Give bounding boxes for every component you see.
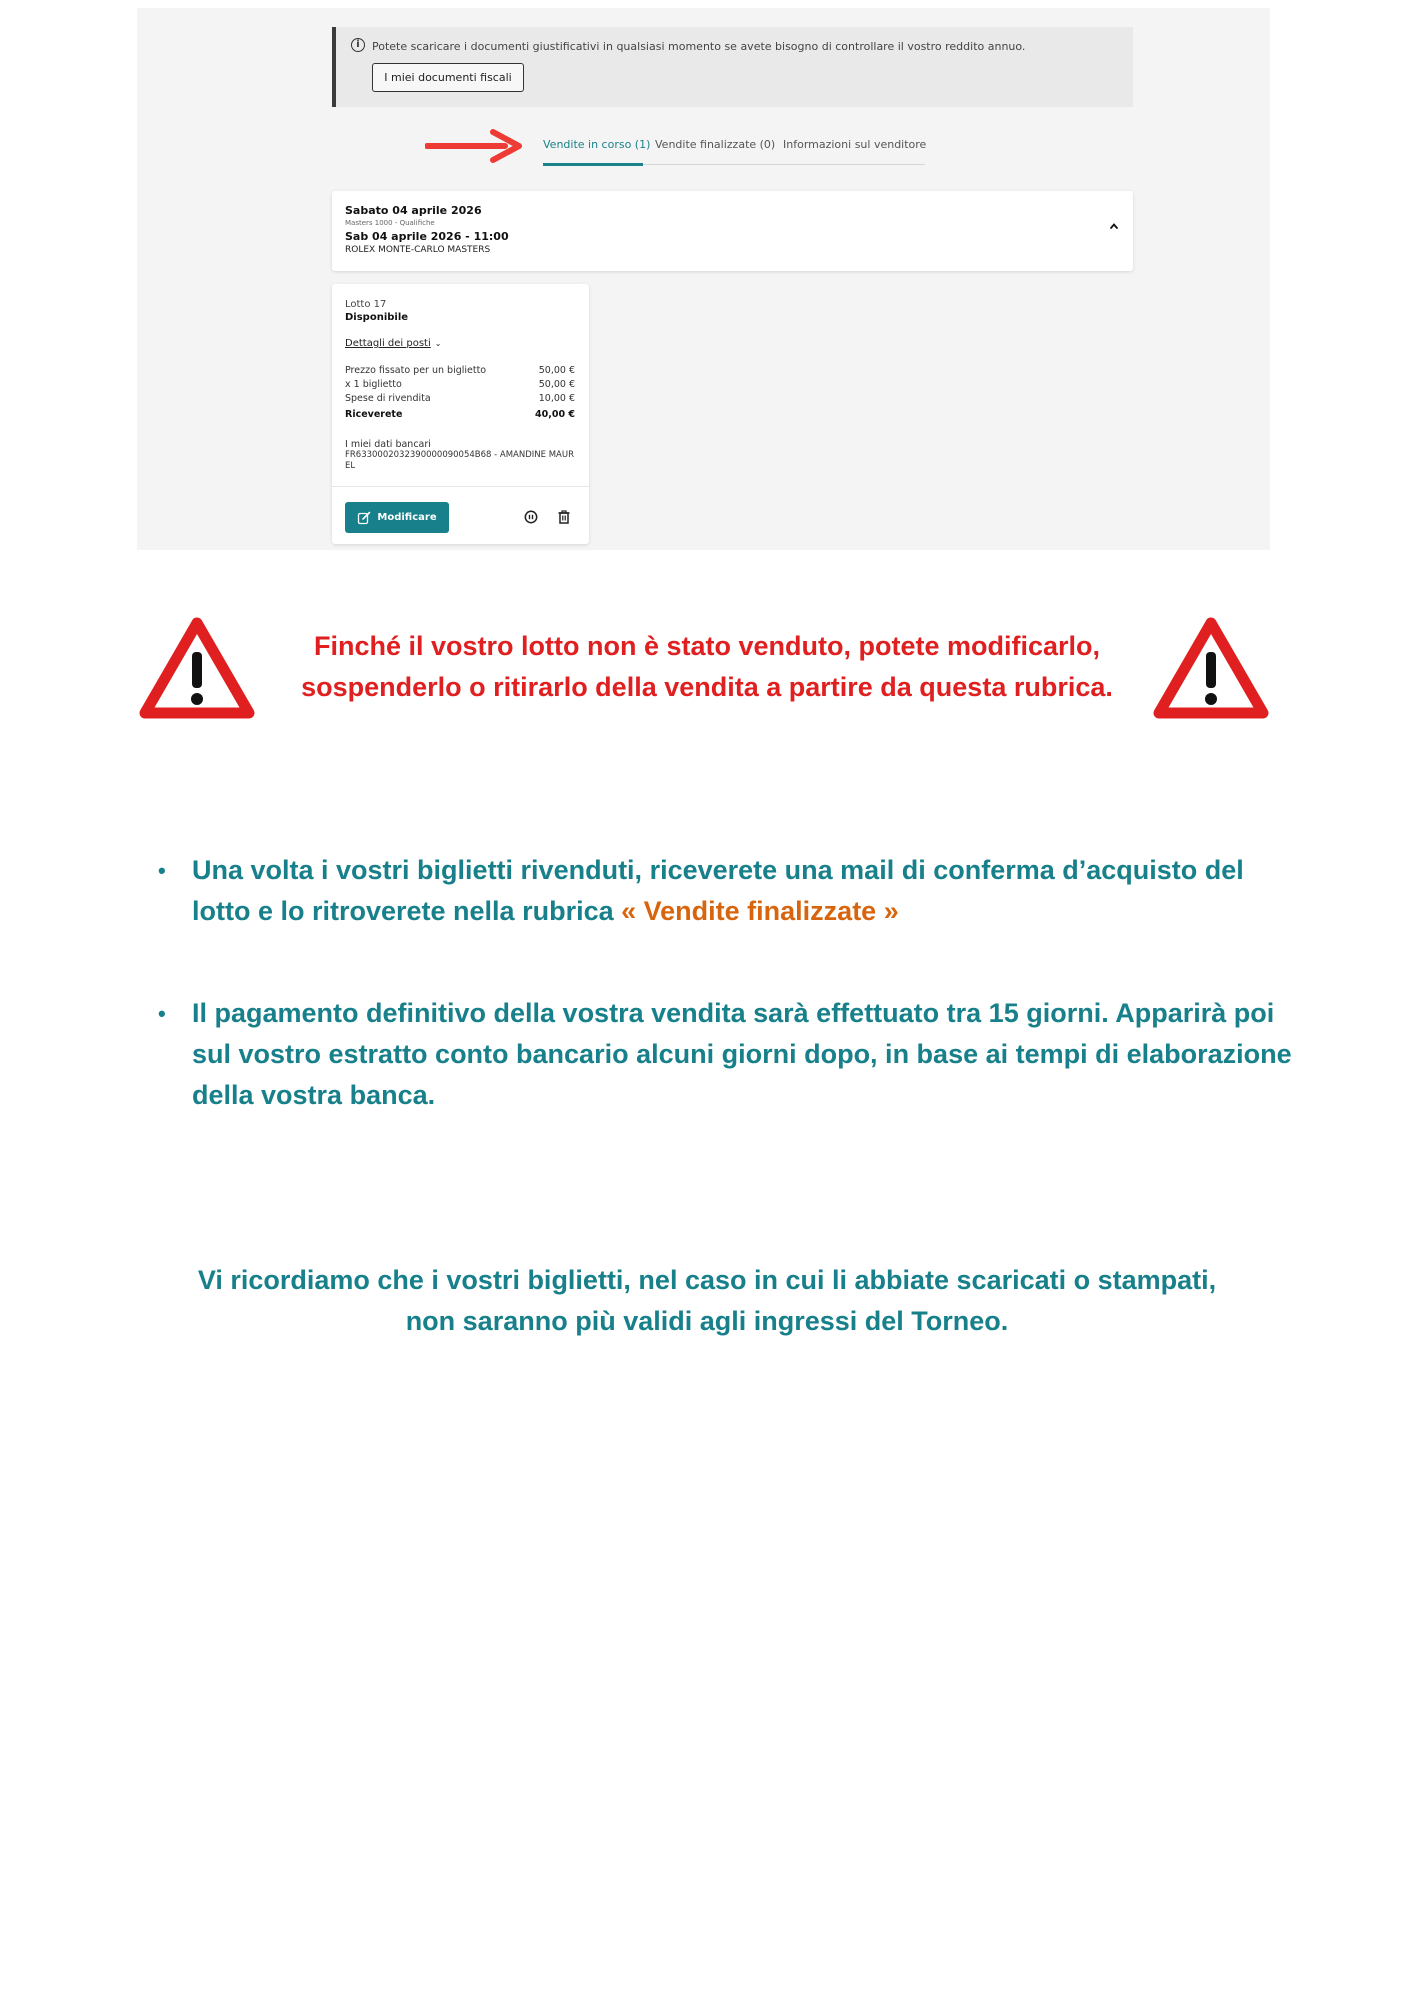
price-label: Spese di rivendita [345,393,431,404]
pause-icon[interactable] [524,510,538,524]
sales-tabs [543,131,925,165]
app-screenshot [137,8,1270,550]
price-label: x 1 biglietto [345,379,402,390]
active-tab-indicator [543,163,643,166]
warning-triangle-icon [138,616,256,720]
info-icon: i [351,38,365,52]
red-arrow-icon [425,126,530,166]
event-date: Sabato 04 aprile 2026 [345,204,482,217]
warning-triangle-icon [1152,616,1270,720]
tab-completed-sales[interactable]: Vendite finalizzate (0) [655,138,776,151]
event-datetime: Sab 04 aprile 2026 - 11:00 [345,230,509,243]
price-label: Prezzo fissato per un biglietto [345,365,487,376]
completed-sales-highlight: « Vendite finalizzate » [621,896,899,926]
bullet-text: Il pagamento definitivo della vostra vendita sarà effettuato tra 15 giorni. Apparirà poi sul vostro estratto conto bancario alcuni giorni dopo, in base ai tempi di elaborazione della vostra banca. [192,998,1292,1110]
lot-number: Lotto 17 [345,299,387,310]
reminder-line: Vi ricordiamo che i vostri biglietti, nel caso in cui li abbiate scaricati o stampati, [197,1265,1217,1295]
price-value: 50,00 € [538,365,575,376]
seat-details-label: Dettagli dei posti [345,338,431,349]
reminder-line: non saranno più validi agli ingressi del Torneo. [405,1306,1009,1336]
lot-card [332,284,589,544]
event-card[interactable] [332,191,1133,271]
price-value: 40,00 € [535,409,575,420]
ticket-validity-reminder [140,1260,1274,1342]
tab-ongoing-sales[interactable]: Vendite in corso (1) [543,138,651,151]
modify-button[interactable] [345,502,449,533]
warning-line: sospenderlo o ritirarlo della vendita a partire da questa rubrica. [301,672,1113,702]
trash-icon[interactable] [557,510,571,524]
event-name: ROLEX MONTE-CARLO MASTERS [345,245,491,255]
tab-seller-info[interactable]: Informazioni sul venditore [783,138,927,151]
seat-details-link[interactable] [345,338,441,349]
modify-button-label: Modificare [377,512,437,523]
price-label: Riceverete [345,409,403,420]
bank-details-label: I miei dati bancari [345,439,431,450]
divider [332,486,589,487]
bank-details-value: FR6330002032390000090054B68 - AMANDINE MAUREL [345,450,574,471]
chevron-up-icon[interactable] [1109,221,1119,231]
price-value: 50,00 € [538,379,575,390]
lot-status: Disponibile [345,312,409,323]
event-subtitle: Masters 1000 - Qualifiche [345,219,435,227]
price-value: 10,00 € [538,393,575,404]
bullet-dot: • [158,1001,166,1026]
warning-message [240,626,1174,708]
edit-icon [357,511,371,525]
info-text: Potete scaricare i documenti giustificativi in qualsiasi momento se avete bisogno di controllare il vostro reddito annuo. [372,40,1026,53]
info-banner [332,27,1133,107]
warning-line: Finché il vostro lotto non è stato venduto, potete modificarlo, [313,631,1101,661]
tax-documents-button[interactable]: I miei documenti fiscali [372,63,524,92]
bullet-text [192,850,1292,932]
bullet-body: Una volta i vostri biglietti rivenduti, riceverete una mail di conferma d’acquisto del lotto e lo ritroverete nella rubrica [192,855,1244,926]
bullet-dot: • [158,858,166,883]
chevron-down-icon: ⌄ [434,339,442,348]
